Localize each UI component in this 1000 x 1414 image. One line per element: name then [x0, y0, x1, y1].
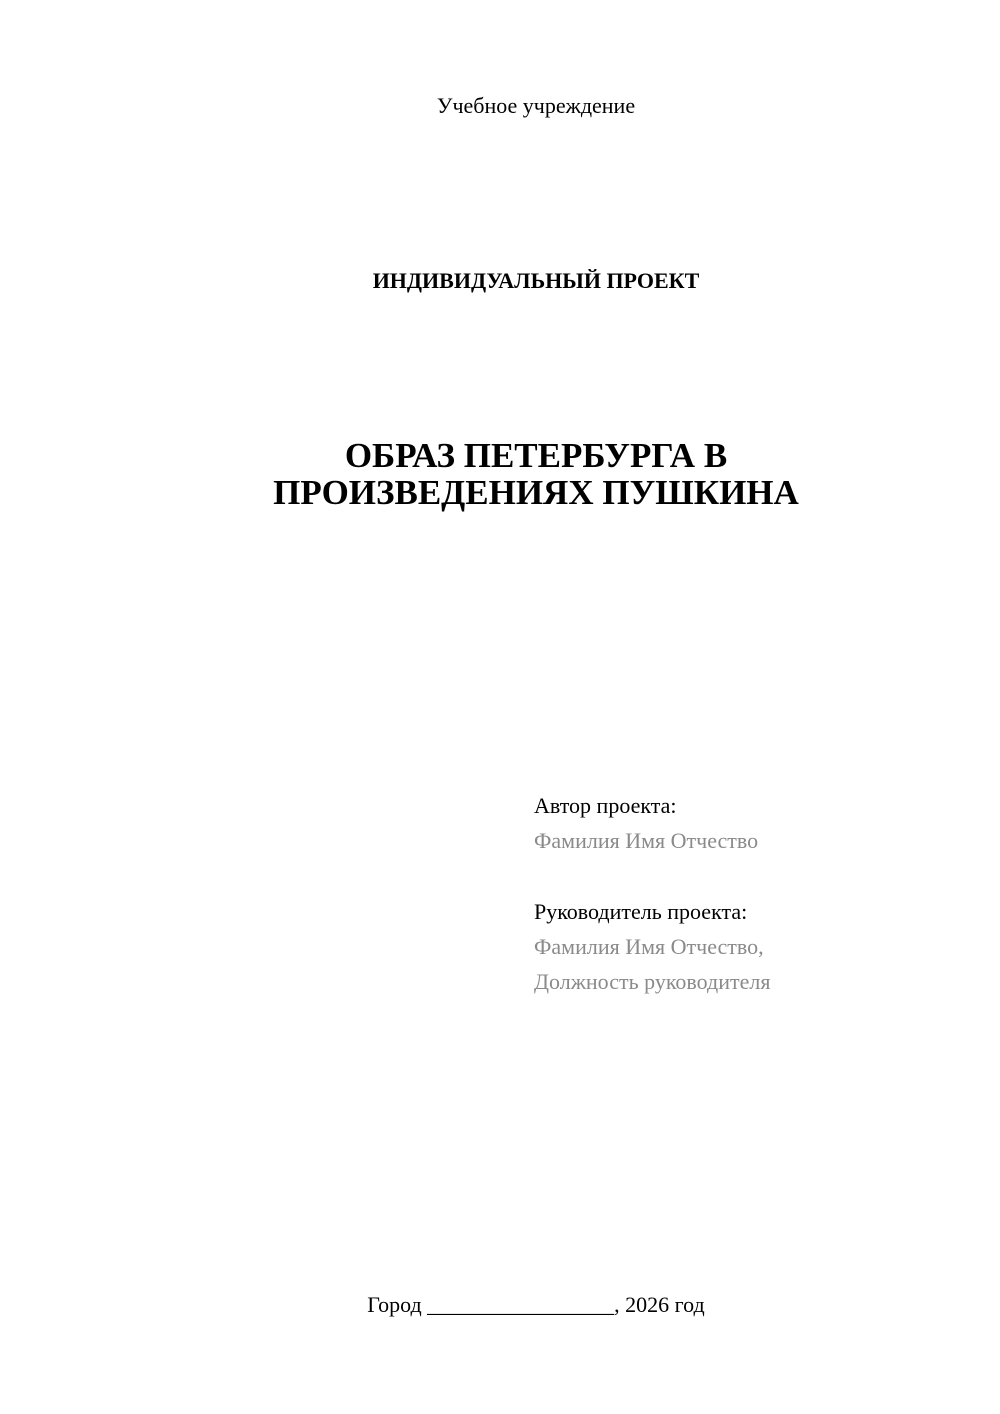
signature-block	[534, 788, 974, 999]
institution-name: Учебное учреждение	[436, 93, 636, 118]
author-name: Фамилия Имя Отчество	[534, 828, 759, 853]
title-line-2: ПРОИЗВЕДЕНИЯХ ПУШКИНА	[273, 473, 799, 512]
city-year-line: Город _________________, 2026 год	[367, 1292, 705, 1317]
supervisor-label: Руководитель проекта:	[534, 899, 748, 924]
author-label: Автор проекта:	[534, 793, 677, 818]
document-type: ИНДИВИДУАЛЬНЫЙ ПРОЕКТ	[372, 268, 700, 293]
supervisor-position: Должность руководителя	[534, 969, 771, 994]
signature-spacer	[534, 858, 974, 894]
title-line-1: ОБРАЗ ПЕТЕРБУРГА В	[344, 436, 728, 475]
supervisor-name: Фамилия Имя Отчество,	[534, 934, 764, 959]
document-title	[0, 437, 1000, 511]
